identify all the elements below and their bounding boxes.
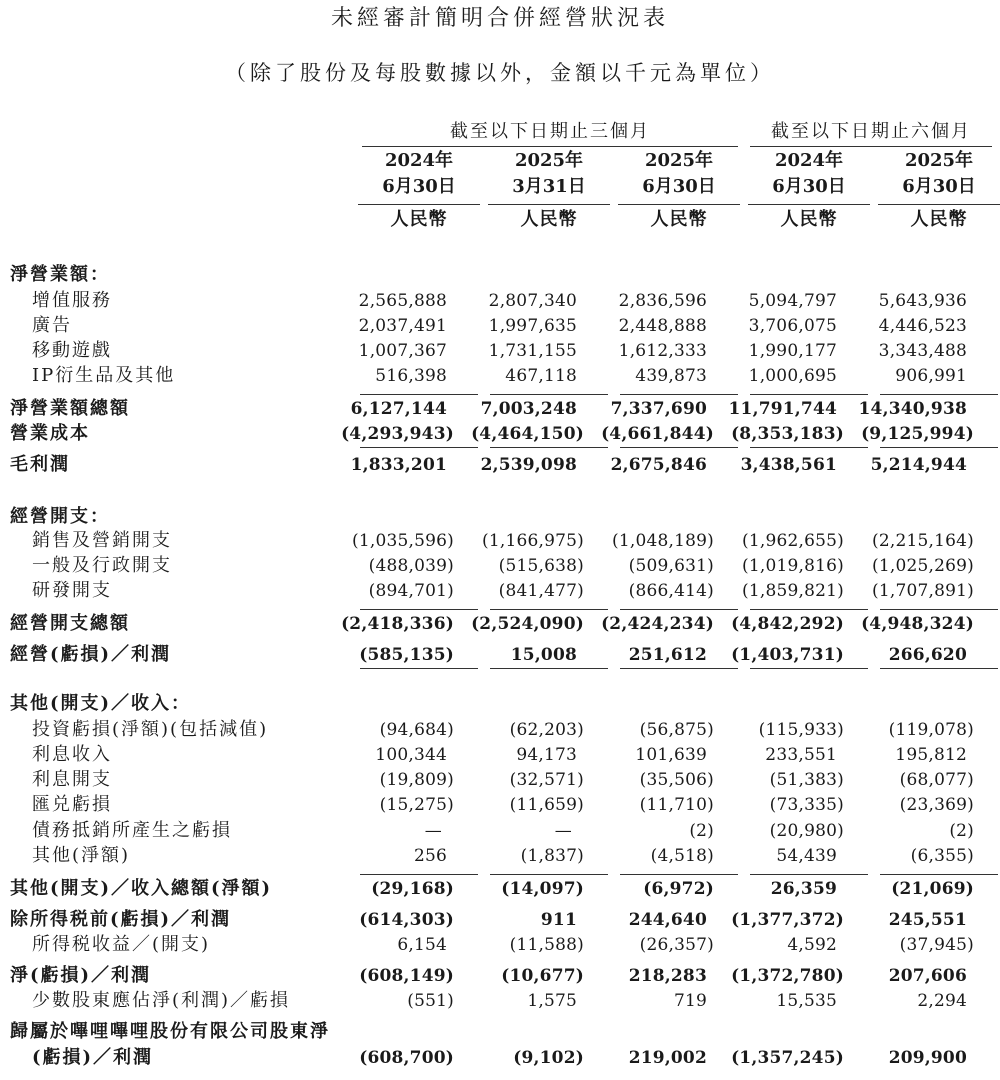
cell-value: 3,343,488 [878,341,967,361]
cell-value: 244,640 [628,910,707,930]
cell-value: 5,643,936 [878,291,967,311]
page-subtitle: （除了股份及每股數據以外，金額以千元為單位） [225,61,775,85]
cell-value: (4,842,292) [731,614,844,634]
cell-value: 6,127,144 [350,399,447,419]
row-label: 債務抵銷所產生之虧損 [32,820,232,841]
column-date: 6月30日 [642,176,716,197]
row-label: 利息開支 [32,769,112,790]
table-row [0,767,1000,793]
cell-value: 15,535 [776,991,837,1011]
table-row [0,288,1000,314]
cell-value: (2,524,090) [471,614,584,634]
row-label: 淨(虧損)／利潤 [10,965,152,986]
table-row [0,742,1000,768]
row-label: 一般及行政開支 [32,555,172,576]
cell-value: 3,706,075 [748,316,837,336]
cell-value: (29,168) [371,879,454,899]
cell-value: 219,002 [628,1048,707,1068]
cell-value: 256 [413,846,447,866]
cell-value: 2,448,888 [618,316,707,336]
table-row [0,363,1000,389]
column-year: 2025年 [904,150,974,171]
column-header-rule [488,204,610,205]
cell-value: 5,214,944 [870,455,967,475]
cell-value: 209,900 [888,1048,967,1068]
cell-value: (4,518) [650,846,714,866]
cell-value: (1,166,975) [482,531,584,551]
subtotal-rule [490,874,608,875]
cell-value: — [424,821,442,841]
subtotal-rule [880,447,998,448]
cell-value: (2) [689,821,714,841]
group-header-six-months: 截至以下日期止六個月 [771,121,971,142]
row-label: 研發開支 [32,580,112,601]
cell-value: (23,369) [899,795,974,815]
cell-value: (509,631) [628,556,714,576]
cell-value: (68,077) [899,770,974,790]
cell-value: (608,700) [359,1048,454,1068]
cell-value: (32,571) [509,770,584,790]
cell-value: 1,575 [527,991,577,1011]
cell-value: (10,677) [501,966,584,986]
cell-value: 1,612,333 [618,341,707,361]
row-label: 增值服務 [32,290,112,311]
cell-value: (515,638) [498,556,584,576]
row-label: 歸屬於嗶哩嗶哩股份有限公司股東淨 [10,1021,330,1042]
column-header [878,148,1000,200]
cell-value: 7,003,248 [480,399,577,419]
cell-value: 54,439 [776,846,837,866]
cell-value: (841,477) [498,581,584,601]
cell-value: (11,588) [509,935,584,955]
column-date: 6月30日 [382,176,456,197]
cell-value: (9,102) [513,1048,584,1068]
cell-value: (21,069) [891,879,974,899]
row-label: 其他(開支)／收入： [10,693,192,714]
column-year: 2024年 [774,150,844,171]
page-title: 未經審計簡明合併經營狀況表 [330,6,669,31]
row-label: 營業成本 [10,423,90,444]
cell-value: (26,357) [639,935,714,955]
cell-value: (15,275) [379,795,454,815]
group-header-rule [750,146,992,147]
row-label: 淨營業額總額 [10,398,130,419]
row-label: 匯兑虧損 [32,794,112,815]
cell-value: 1,833,201 [350,455,447,475]
cell-value: 2,565,888 [358,291,447,311]
cell-value: 11,791,744 [728,399,837,419]
column-year: 2025年 [644,150,714,171]
table-row [0,578,1000,604]
cell-value: 1,007,367 [358,341,447,361]
subtotal-rule [750,447,868,448]
row-label: 投資虧損(淨額)(包括減值) [32,719,269,740]
subtotal-rule [360,668,478,669]
cell-value: 5,094,797 [748,291,837,311]
table-row [0,262,1000,288]
cell-value: (20,980) [769,821,844,841]
cell-value: 94,173 [516,745,577,765]
cell-value: 1,731,155 [488,341,577,361]
table-row [0,792,1000,818]
cell-value: 2,807,340 [488,291,577,311]
cell-value: 266,620 [888,645,967,665]
cell-value: 15,008 [510,645,577,665]
row-label: 經營(虧損)／利潤 [10,644,172,665]
cell-value: (1,035,596) [352,531,454,551]
cell-value: 6,154 [397,935,447,955]
table-row [0,313,1000,339]
subtotal-rule [620,874,738,875]
table-row [0,876,1000,902]
subtotal-rule [620,668,738,669]
subtotal-rule [490,447,608,448]
subtotal-rule [620,447,738,448]
cell-value: 2,539,098 [480,455,577,475]
cell-value: 1,990,177 [748,341,837,361]
cell-value: (9,125,994) [861,424,974,444]
cell-value: — [554,821,572,841]
cell-value: 207,606 [888,966,967,986]
cell-value: 4,592 [787,935,837,955]
cell-value: 218,283 [628,966,707,986]
row-label: (虧損)／利潤 [32,1047,154,1068]
column-currency: 人民幣 [390,209,448,230]
cell-value: (894,701) [368,581,454,601]
table-row [0,504,1000,530]
column-currency: 人民幣 [650,209,708,230]
cell-value: (1,962,655) [742,531,844,551]
cell-value: (608,149) [359,966,454,986]
row-label: 其他(淨額) [32,845,131,866]
column-year: 2024年 [384,150,454,171]
row-label: IP衍生品及其他 [32,365,176,386]
cell-value: 439,873 [635,366,707,386]
cell-value: (11,659) [509,795,584,815]
cell-value: 911 [540,910,577,930]
cell-value: 26,359 [770,879,837,899]
table-row [0,642,1000,668]
cell-value: (4,661,844) [601,424,714,444]
row-label: 少數股東應佔淨(利潤)／虧損 [32,990,291,1011]
column-header [488,148,610,200]
table-row [0,421,1000,447]
row-label: 除所得税前(虧損)／利潤 [10,909,232,930]
cell-value: (11,710) [639,795,714,815]
subtotal-rule [490,394,608,395]
cell-value: 4,446,523 [878,316,967,336]
subtotal-rule [360,394,478,395]
cell-value: (2,418,336) [341,614,454,634]
cell-value: 719 [673,991,707,1011]
row-label: 所得税收益／(開支) [32,934,211,955]
row-label: 毛利潤 [10,454,70,475]
column-currency: 人民幣 [780,209,838,230]
cell-value: (73,335) [769,795,844,815]
subtotal-rule [490,668,608,669]
row-label: 利息收入 [32,744,112,765]
table-row [0,396,1000,422]
cell-value: 233,551 [765,745,837,765]
subtotal-rule [360,874,478,875]
subtotal-rule [880,609,998,610]
cell-value: 195,812 [895,745,967,765]
subtotal-rule [620,394,738,395]
cell-value: (8,353,183) [731,424,844,444]
cell-value: (1,019,816) [742,556,844,576]
cell-value: (614,303) [359,910,454,930]
subtotal-rule [750,668,868,669]
group-header-three-months: 截至以下日期止三個月 [450,121,650,142]
cell-value: (35,506) [639,770,714,790]
column-date: 6月30日 [772,176,846,197]
cell-value: (2,215,164) [872,531,974,551]
row-label: 移動遊戲 [32,340,112,361]
cell-value: 251,612 [628,645,707,665]
cell-value: 3,438,561 [740,455,837,475]
cell-value: (6,355) [910,846,974,866]
subtotal-rule [360,447,478,448]
column-header [618,148,740,200]
cell-value: (94,684) [379,720,454,740]
cell-value: 14,340,938 [858,399,967,419]
cell-value: (2,424,234) [601,614,714,634]
subtotal-rule [750,394,868,395]
row-label: 廣告 [32,315,72,336]
cell-value: 1,997,635 [488,316,577,336]
table-row [0,611,1000,637]
cell-value: (4,948,324) [861,614,974,634]
cell-value: (4,464,150) [471,424,584,444]
table-row [0,691,1000,717]
cell-value: (2) [949,821,974,841]
cell-value: (14,097) [501,879,584,899]
row-label: 其他(開支)／收入總額(淨額) [10,878,273,899]
cell-value: (551) [407,991,454,1011]
table-row [0,907,1000,933]
column-header-rule [878,204,1000,205]
cell-value: 7,337,690 [610,399,707,419]
cell-value: 467,118 [505,366,577,386]
cell-value: 100,344 [375,745,447,765]
subtotal-rule [360,609,478,610]
table-row [0,988,1000,1014]
cell-value: (19,809) [379,770,454,790]
subtotal-rule [620,609,738,610]
cell-value: (1,707,891) [872,581,974,601]
table-row [0,818,1000,844]
cell-value: (1,859,821) [742,581,844,601]
row-label: 經營開支總額 [10,613,130,634]
cell-value: 516,398 [375,366,447,386]
cell-value: (6,972) [643,879,714,899]
cell-value: 906,991 [895,366,967,386]
table-row [0,843,1000,869]
row-label: 銷售及營銷開支 [32,530,172,551]
subtotal-rule [750,609,868,610]
cell-value: (1,837) [520,846,584,866]
cell-value: (4,293,943) [341,424,454,444]
subtotal-rule [880,394,998,395]
row-label: 淨營業額： [10,264,110,285]
cell-value: (1,377,372) [731,910,844,930]
subtotal-rule [880,874,998,875]
cell-value: (488,039) [368,556,454,576]
column-header [748,148,870,200]
column-header-rule [618,204,740,205]
column-header [358,148,480,200]
subtotal-rule [750,874,868,875]
cell-value: 2,675,846 [610,455,707,475]
column-header-rule [358,204,480,205]
column-currency: 人民幣 [910,209,968,230]
group-header-rule [362,146,738,147]
row-label: 經營開支： [10,506,110,527]
table-row [0,717,1000,743]
cell-value: (51,383) [769,770,844,790]
table-row [0,452,1000,478]
cell-value: (1,048,189) [612,531,714,551]
cell-value: 2,037,491 [358,316,447,336]
cell-value: (62,203) [509,720,584,740]
column-date: 3月31日 [512,176,586,197]
table-row [0,338,1000,364]
cell-value: (1,372,780) [731,966,844,986]
table-row [0,1045,1000,1071]
subtotal-rule [880,668,998,669]
cell-value: 2,294 [917,991,967,1011]
cell-value: (866,414) [628,581,714,601]
cell-value: (115,933) [758,720,844,740]
column-date: 6月30日 [902,176,976,197]
table-row [0,932,1000,958]
table-row [0,553,1000,579]
column-currency: 人民幣 [520,209,578,230]
column-year: 2025年 [514,150,584,171]
table-row [0,528,1000,554]
column-header-rule [748,204,870,205]
table-row [0,963,1000,989]
cell-value: (1,025,269) [872,556,974,576]
cell-value: (1,357,245) [731,1048,844,1068]
cell-value: (1,403,731) [731,645,844,665]
cell-value: (119,078) [888,720,974,740]
subtotal-rule [490,609,608,610]
table-row [0,1019,1000,1045]
cell-value: (37,945) [899,935,974,955]
cell-value: 101,639 [635,745,707,765]
cell-value: (56,875) [639,720,714,740]
cell-value: 1,000,695 [748,366,837,386]
cell-value: (585,135) [359,645,454,665]
cell-value: 2,836,596 [618,291,707,311]
cell-value: 245,551 [888,910,967,930]
